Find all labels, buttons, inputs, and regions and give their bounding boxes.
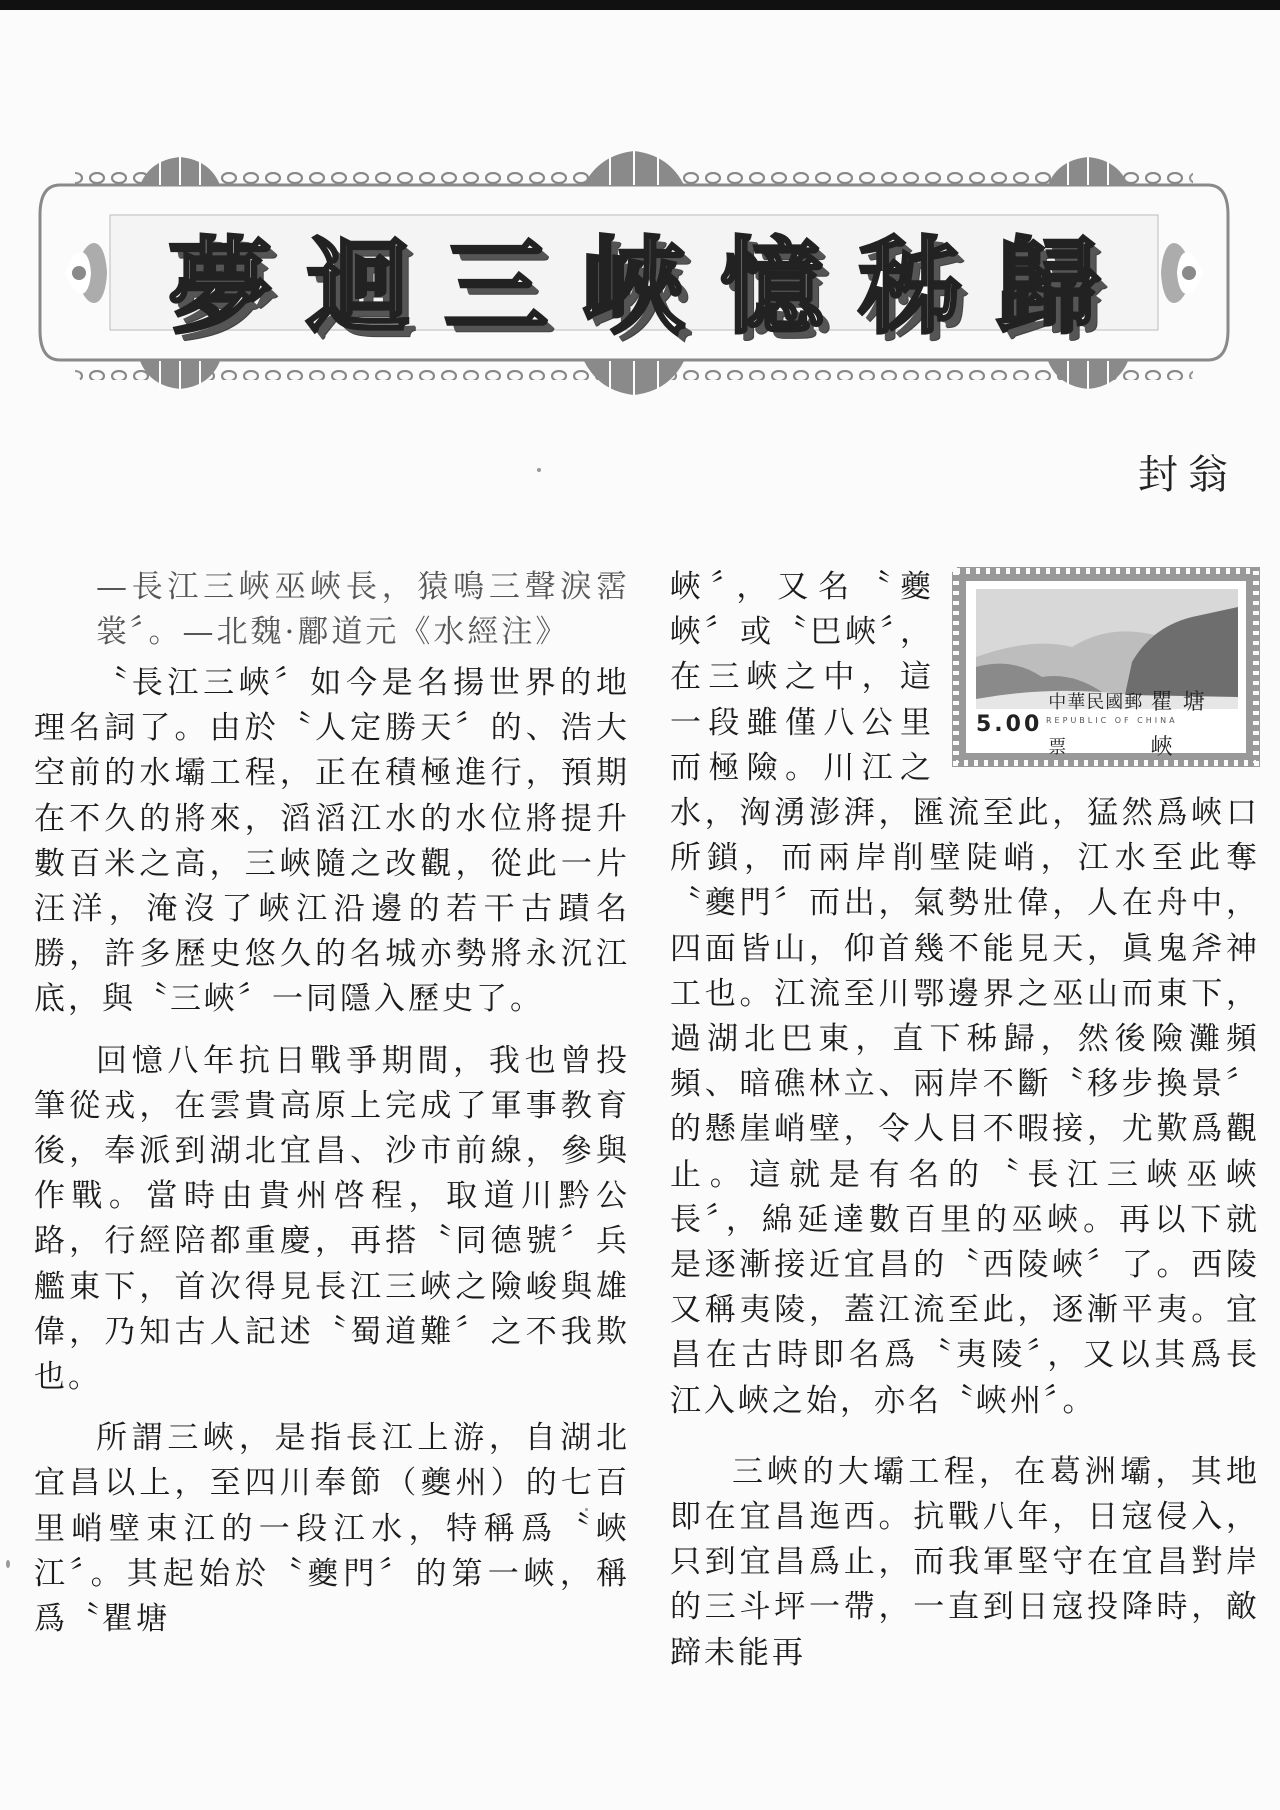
article-title: 夢迴三峽憶秭歸 [167, 224, 1134, 348]
stamp-place: 瞿塘峽 [1150, 689, 1215, 760]
paragraph: 〝長江三峽〞如今是名揚世界的地理名詞了。由於〝人定勝天〞的、浩大空前的水壩工程，正在積極進行，預期在不久的將來，滔滔江水的水位將提升數百米之高，三峽隨之改觀，從此一片汪洋，淹沒了峽江沿邊的若干古蹟名勝，許多歷史悠久的名城亦勢將永沉江底，與〝三峽〞一同隱入歷史了。 [34, 665, 630, 1018]
scan-top-edge [0, 0, 1280, 10]
scan-speck [585, 1508, 588, 1511]
title-banner [20, 145, 1248, 400]
left-column [34, 565, 630, 1642]
stamp-country-en: REPUBLIC OF CHINA [1046, 715, 1178, 725]
scan-speck [6, 1560, 10, 1568]
epigraph: —長江三峽巫峽長，猿鳴三聲淚霑裳〞。—北魏·酈道元《水經注》 [96, 569, 630, 650]
scan-speck [537, 468, 541, 472]
stamp-country: 中華民國郵票 [1048, 691, 1144, 758]
right-column [670, 565, 1260, 1676]
paragraph: 所謂三峽，是指長江上游，自湖北宜昌以上，至四川奉節（夔州）的七百里峭壁束江的一段江水，特稱爲〝峽江〞。其起始於〝夔門〞的第一峽，稱爲〝瞿塘 [34, 1420, 630, 1638]
paragraph: 回憶八年抗日戰爭期間，我也曾投筆從戎，在雲貴高原上完成了軍事教育後，奉派到湖北宜昌、沙市前線，參與作戰。當時由貴州啓程，取道川黔公路，行經陪都重慶，再搭〝同德號〞兵艦東下，首次得見長江三峽之險峻與雄偉，乃知古人記述〝蜀道難〞之不我欺也。 [34, 1042, 630, 1396]
postage-stamp [952, 567, 1260, 767]
stamp-value: 5.00 [976, 712, 1043, 738]
paragraph: 三峽的大壩工程，在葛洲壩，其地即在宜昌迤西。抗戰八年，日寇侵入，只到宜昌爲止，而我軍堅守在宜昌對岸的三斗坪一帶，一直到日寇投降時，敵蹄未能再 [670, 1453, 1260, 1671]
author-name: 封翁 [1138, 452, 1238, 498]
paragraph: 峽〞，又名〝夔峽〞或〝巴峽〞，在三峽之中，這一段雖僅八公里而極險。川江之水，洶湧澎湃，匯流至此，猛然爲峽口所鎖，而兩岸削壁陡峭，江水至此奪〝夔門〞而出，氣勢壯偉，人在舟中，四面皆山，仰首幾不能見天，眞鬼斧神工也。江流至川鄂邊界之巫山而東下，過湖北巴東，直下秭歸，然後險灘頻頻、暗礁林立、兩岸不斷〝移步換景〞的懸崖峭壁，令人目不暇接，尤歎爲觀止。這就是有名的〝長江三峽巫峽長〞，綿延達數百里的巫峽。再以下就是逐漸接近宜昌的〝西陵峽〞了。西陵又稱夷陵，蓋江流至此，逐漸平夷。宜昌在古時即名爲〝夷陵〞，又以其爲長江入峽之始，亦名〝峽州〞。 [670, 569, 1260, 1419]
